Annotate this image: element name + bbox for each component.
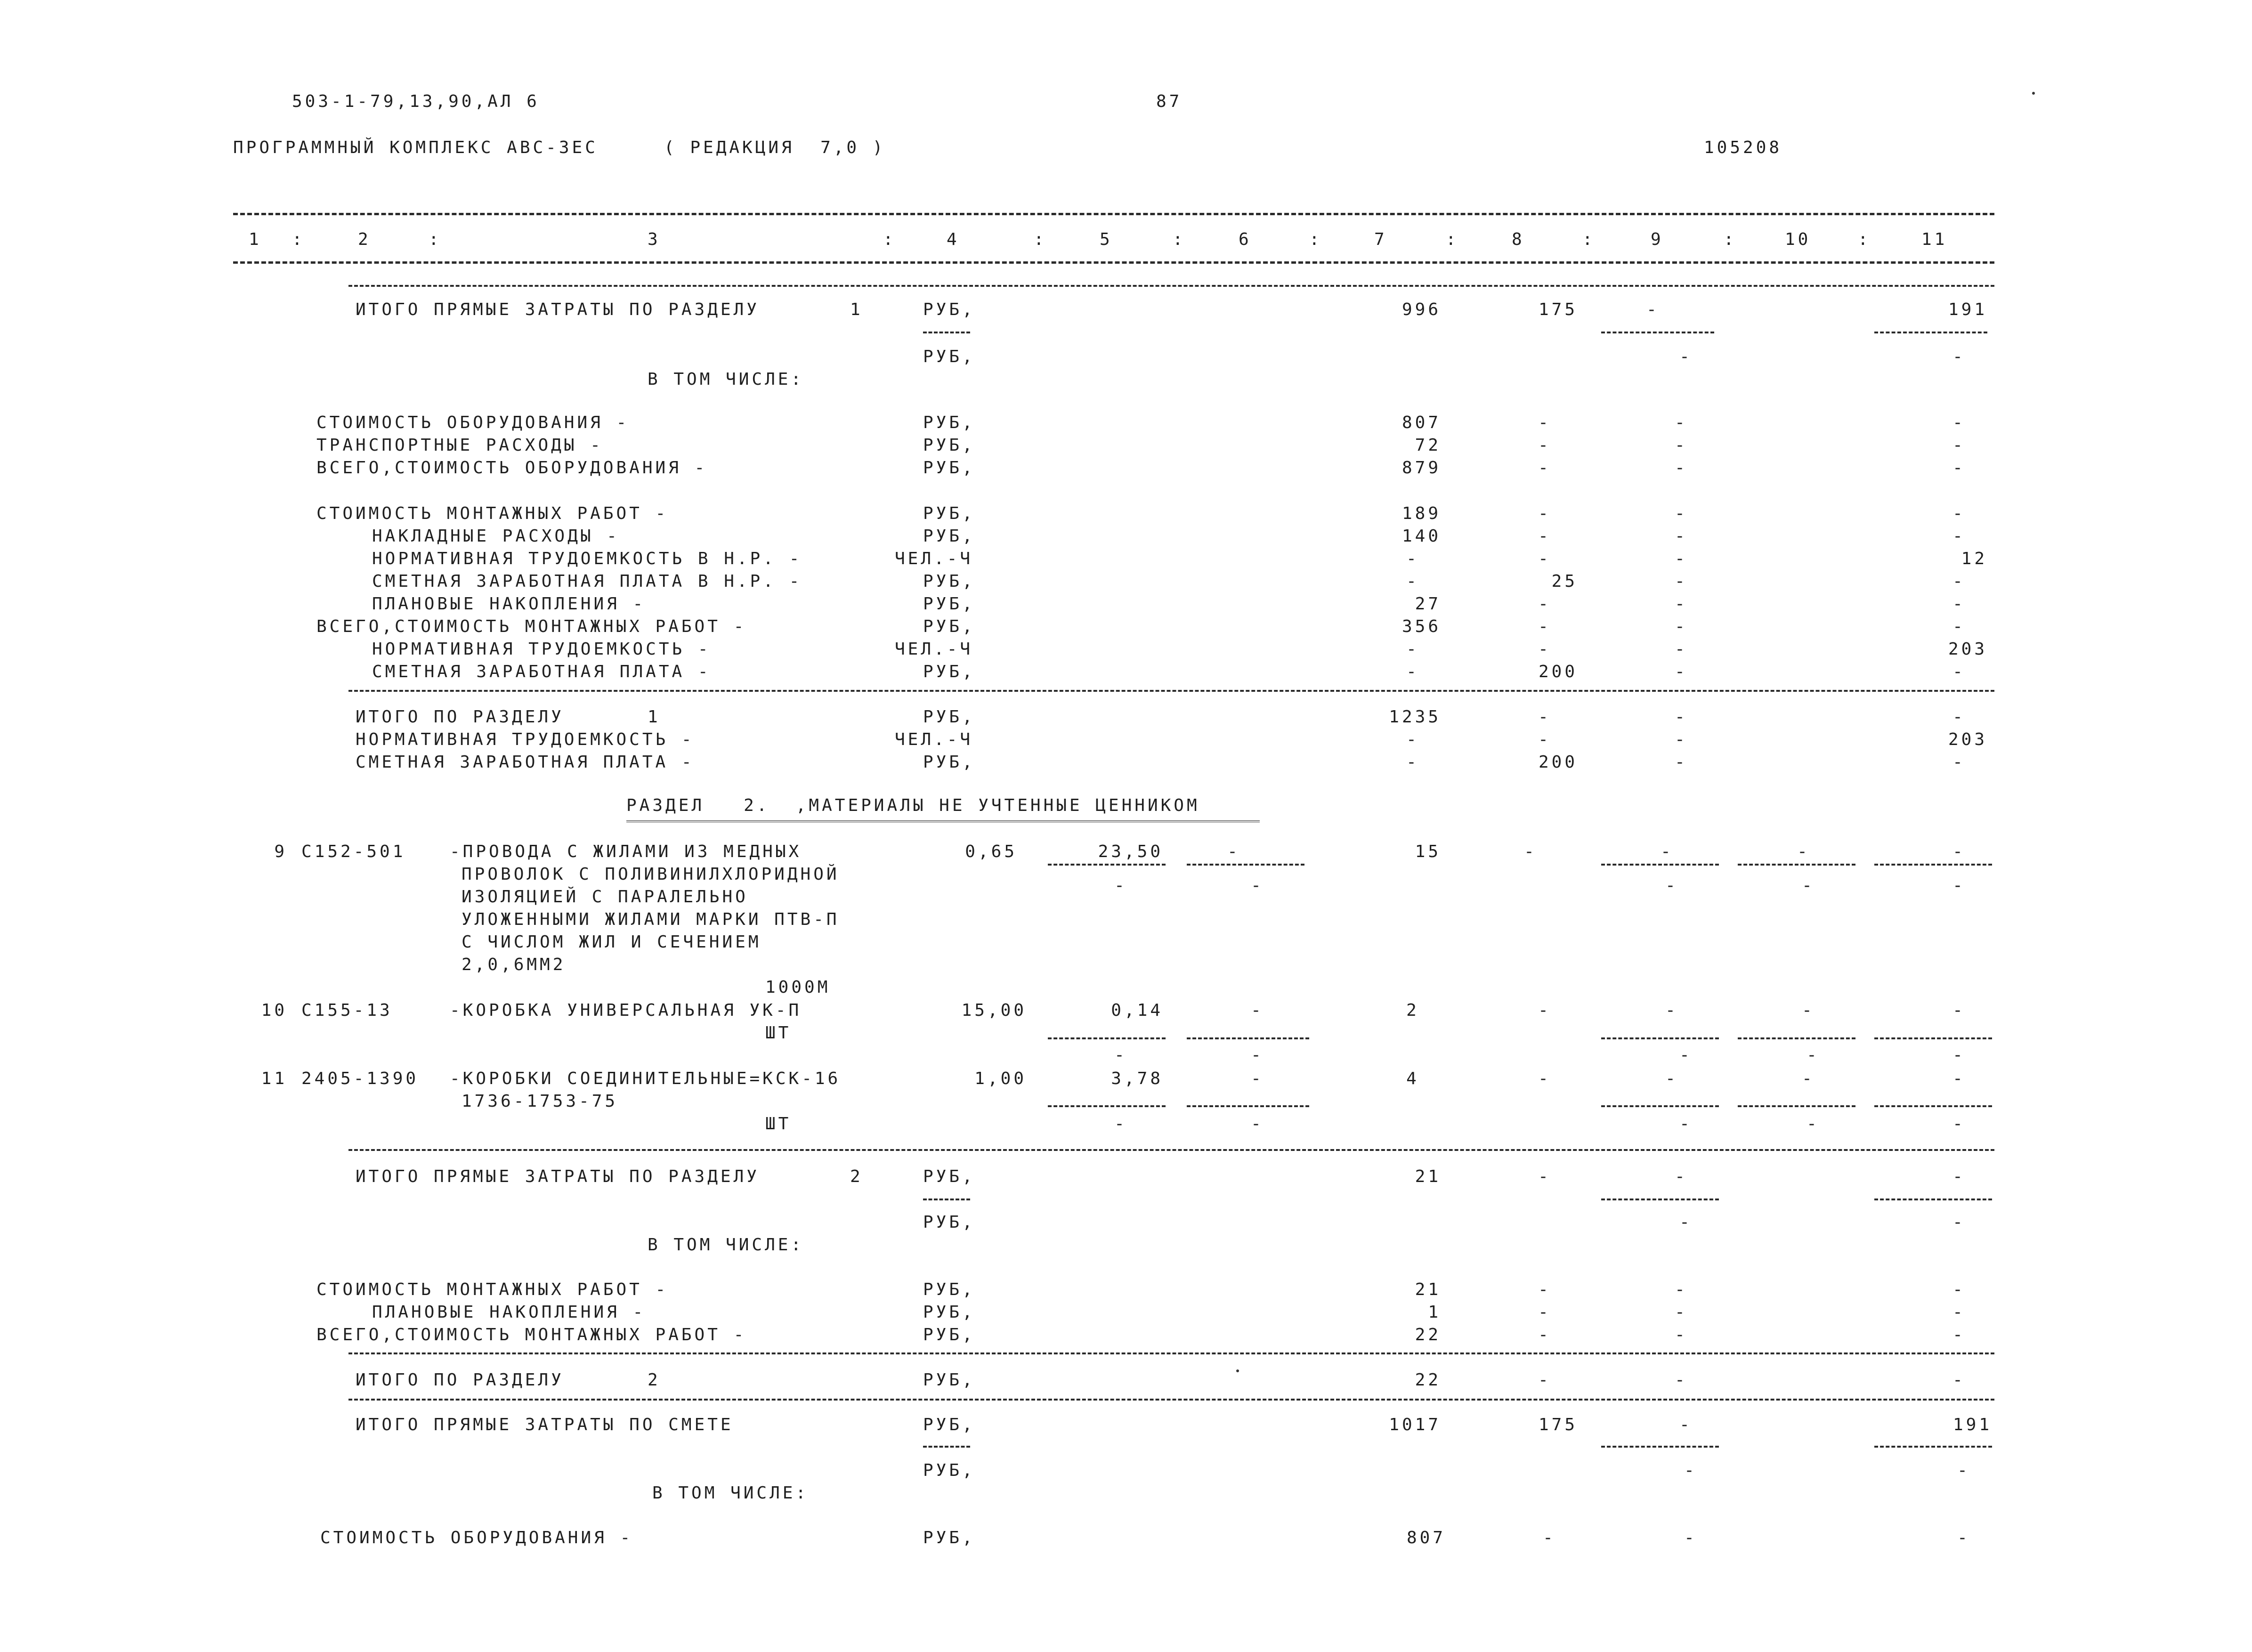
col7-value: 27	[1415, 594, 1441, 614]
col11-value: -	[1952, 876, 1966, 895]
item-desc-line: С ЧИСЛОМ ЖИЛ И СЕЧЕНИЕМ	[462, 932, 761, 952]
unit: РУБ,	[923, 1167, 975, 1186]
rule	[1874, 332, 1987, 333]
col7-value: 1017	[1389, 1415, 1441, 1434]
unit: РУБ,	[923, 1461, 975, 1480]
col8-value: -	[1538, 1069, 1551, 1088]
col-sep: :	[1034, 230, 1047, 249]
col-3: 3	[648, 230, 661, 249]
rule	[923, 332, 970, 333]
col8-value: -	[1538, 1303, 1551, 1322]
col7-value: -	[1406, 662, 1419, 681]
col11-value: -	[1952, 413, 1966, 432]
col7-value: -	[1406, 572, 1419, 591]
row-label: ВСЕГО,СТОИМОСТЬ ОБОРУДОВАНИЯ -	[316, 458, 708, 478]
col-1: 1	[249, 230, 262, 249]
col8-value: -	[1538, 1370, 1551, 1390]
col7-value: 22	[1415, 1325, 1441, 1344]
col7-value: 15	[1415, 842, 1441, 861]
row-label: СТОИМОСТЬ МОНТАЖНЫХ РАБОТ -	[316, 1280, 669, 1299]
col11-value: -	[1952, 1001, 1966, 1020]
unit: ЧЕЛ.-Ч	[895, 549, 973, 568]
col8-value: -	[1538, 640, 1551, 659]
row-label: ВСЕГО,СТОИМОСТЬ МОНТАЖНЫХ РАБОТ -	[316, 1325, 747, 1344]
document-number: 105208	[1704, 138, 1782, 157]
col-sep: :	[1582, 230, 1596, 249]
unit: РУБ,	[923, 458, 975, 478]
col11-value: -	[1952, 1167, 1966, 1186]
col7-value: 1	[1428, 1303, 1441, 1322]
including-heading: В ТОМ ЧИСЛЕ:	[648, 1235, 804, 1255]
col9-value: -	[1675, 640, 1688, 659]
section2-title: РАЗДЕЛ 2. ,МАТЕРИАЛЫ НЕ УЧТЕННЫЕ ЦЕННИКОМ	[626, 796, 1200, 815]
item-desc-line: ИЗОЛЯЦИЕЙ С ПАРАЛЕЛЬНО	[462, 887, 748, 907]
col11-value: -	[1952, 1045, 1966, 1065]
item-number: 10	[261, 1001, 287, 1020]
item-qty: 1,00	[974, 1069, 1027, 1088]
col7-value: 72	[1415, 436, 1441, 455]
col8-value: 175	[1538, 1415, 1578, 1434]
col8-value: -	[1538, 617, 1551, 636]
rule	[1601, 332, 1714, 333]
item-desc-line: -КОРОБКА УНИВЕРСАЛЬНАЯ УК-П	[450, 1001, 802, 1020]
item-code: 2405-1390	[301, 1069, 419, 1088]
unit: РУБ,	[923, 753, 975, 772]
col8-value: -	[1538, 413, 1551, 432]
col11-value: 191	[1948, 300, 1987, 319]
col9-value: -	[1675, 1370, 1688, 1390]
col8-value: -	[1538, 1325, 1551, 1344]
item-desc-line: 2,0,6ММ2	[462, 955, 566, 974]
col7-value: 1235	[1389, 707, 1441, 727]
unit: ЧЕЛ.-Ч	[895, 730, 973, 749]
col9-value: -	[1679, 1045, 1693, 1065]
col11-value: -	[1952, 1325, 1966, 1344]
col6-value: -	[1251, 1114, 1264, 1134]
row-label: СТОИМОСТЬ ОБОРУДОВАНИЯ -	[320, 1528, 633, 1547]
print-speck	[2032, 92, 2035, 95]
section-rule	[348, 1399, 1994, 1401]
row-label: ТРАНСПОРТНЫЕ РАСХОДЫ -	[316, 436, 603, 455]
col9-value: -	[1679, 1415, 1693, 1434]
col11-value: -	[1952, 1114, 1966, 1134]
col7-value: -	[1406, 549, 1419, 568]
section-number: 1	[648, 707, 661, 727]
col11-value: 12	[1961, 549, 1987, 568]
col9-value: -	[1675, 436, 1688, 455]
col11-value: -	[1952, 707, 1966, 727]
program-name: ПРОГРАММНЫЙ КОМПЛЕКС АВС-3ЕС	[233, 138, 598, 157]
col-sep: :	[1858, 230, 1871, 249]
col11-value: -	[1952, 1303, 1966, 1322]
col11-value: -	[1952, 1280, 1966, 1299]
col9-value: -	[1665, 876, 1678, 895]
rule	[923, 1446, 970, 1448]
col7-value: 21	[1415, 1167, 1441, 1186]
item-qty: 0,65	[965, 842, 1017, 861]
col9-value: -	[1675, 617, 1688, 636]
item-number: 9	[274, 842, 287, 861]
unit: РУБ,	[923, 1325, 975, 1344]
col6-value: -	[1227, 842, 1240, 861]
col11-value: -	[1952, 458, 1966, 478]
unit: РУБ,	[923, 572, 975, 591]
col7-value: -	[1406, 640, 1419, 659]
col11-value: -	[1957, 1528, 1970, 1547]
col-sep: :	[1724, 230, 1737, 249]
col8-value: -	[1538, 504, 1551, 523]
item-desc-line: -ПРОВОДА С ЖИЛАМИ ИЗ МЕДНЫХ	[450, 842, 802, 861]
col-sep: :	[1309, 230, 1322, 249]
row-label: СТОИМОСТЬ МОНТАЖНЫХ РАБОТ -	[316, 504, 669, 523]
col9-value: -	[1684, 1528, 1697, 1547]
item-qty: 15,00	[961, 1001, 1027, 1020]
col9-value: -	[1675, 1325, 1688, 1344]
unit: РУБ,	[923, 1280, 975, 1299]
col8-value: 200	[1538, 753, 1578, 772]
col8-value: -	[1524, 842, 1537, 861]
col11-value: -	[1952, 347, 1966, 366]
col9-value: -	[1684, 1461, 1697, 1480]
item-desc-line: 1736-1753-75	[462, 1092, 618, 1111]
item-price2: -	[1114, 876, 1127, 895]
rule	[1874, 1037, 1992, 1039]
col7-value: 879	[1401, 458, 1441, 478]
col7-value: 356	[1401, 617, 1441, 636]
row-label: НОРМАТИВНАЯ ТРУДОЕМКОСТЬ -	[356, 730, 695, 749]
unit: РУБ,	[923, 1303, 975, 1322]
item-unit: ШТ	[765, 1023, 792, 1043]
col8-value: -	[1538, 1280, 1551, 1299]
rule	[1601, 1199, 1719, 1200]
col9-value: -	[1665, 1069, 1678, 1088]
including-heading: В ТОМ ЧИСЛЕ:	[648, 370, 804, 389]
col10-value: -	[1802, 1001, 1815, 1020]
rule	[1601, 1105, 1719, 1107]
col9-value: -	[1675, 1303, 1688, 1322]
unit: РУБ,	[923, 617, 975, 636]
rule	[1738, 1105, 1855, 1107]
row-label: НОРМАТИВНАЯ ТРУДОЕМКОСТЬ -	[372, 640, 711, 659]
col9-value: -	[1675, 730, 1688, 749]
col10-value: -	[1802, 1069, 1815, 1088]
rule	[1738, 864, 1855, 866]
row-label: СМЕТНАЯ ЗАРАБОТНАЯ ПЛАТА В Н.Р. -	[372, 572, 802, 591]
rule	[1601, 864, 1719, 866]
col9-value: -	[1661, 842, 1674, 861]
col-2: 2	[358, 230, 371, 249]
col8-value: -	[1538, 526, 1551, 546]
rule	[923, 1199, 970, 1200]
unit: РУБ,	[923, 347, 975, 366]
col9-value: -	[1675, 1167, 1688, 1186]
rule	[1187, 1105, 1309, 1107]
col9-value: -	[1675, 594, 1688, 614]
col6-value: -	[1251, 876, 1264, 895]
row-label: ИТОГО ПО РАЗДЕЛУ	[356, 1370, 564, 1390]
item-price2: -	[1114, 1114, 1127, 1134]
col11-value: -	[1952, 753, 1966, 772]
col8-value: -	[1543, 1528, 1556, 1547]
col8-value: -	[1538, 730, 1551, 749]
section-rule	[348, 1149, 1994, 1151]
col7-value: 140	[1401, 526, 1441, 546]
col11-value: -	[1952, 1069, 1966, 1088]
col-5: 5	[1100, 230, 1113, 249]
page-number: 87	[1156, 92, 1183, 111]
col9-value: -	[1675, 707, 1688, 727]
col11-value: -	[1952, 1370, 1966, 1390]
col8-value: 25	[1551, 572, 1578, 591]
including-heading: В ТОМ ЧИСЛЕ:	[652, 1483, 809, 1503]
unit: РУБ,	[923, 1415, 975, 1434]
col7-value: 189	[1401, 504, 1441, 523]
col8-value: -	[1538, 1167, 1551, 1186]
col-6: 6	[1239, 230, 1252, 249]
unit: РУБ,	[923, 436, 975, 455]
rule	[1187, 1037, 1309, 1039]
item-code: С152-501	[301, 842, 406, 861]
rule	[1048, 864, 1166, 866]
unit: РУБ,	[923, 662, 975, 681]
rule	[1874, 1446, 1992, 1448]
item-unit: 1000М	[765, 978, 831, 997]
col-sep: :	[1173, 230, 1186, 249]
col8-value: -	[1538, 458, 1551, 478]
col-sep: :	[1446, 230, 1459, 249]
unit: РУБ,	[923, 300, 975, 319]
col-sep: :	[883, 230, 896, 249]
doc-code: 503-1-79,13,90,АЛ 6	[292, 92, 540, 111]
item-price: 23,50	[1098, 842, 1163, 861]
item-price: 3,78	[1111, 1069, 1163, 1088]
section-number: 1	[850, 300, 863, 319]
col-7: 7	[1374, 230, 1387, 249]
col6-value: -	[1251, 1001, 1264, 1020]
col7-value: 2	[1406, 1001, 1419, 1020]
unit: РУБ,	[923, 1370, 975, 1390]
col9-value: -	[1675, 662, 1688, 681]
col8-value: 175	[1538, 300, 1578, 319]
col-11: 11	[1921, 230, 1948, 249]
rule	[1601, 1037, 1719, 1039]
section-number: 2	[648, 1370, 661, 1390]
row-label: ИТОГО ПО РАЗДЕЛУ	[356, 707, 564, 727]
col7-value: 21	[1415, 1280, 1441, 1299]
col7-value: -	[1406, 753, 1419, 772]
col11-value: -	[1952, 526, 1966, 546]
unit: РУБ,	[923, 707, 975, 727]
unit: РУБ,	[923, 594, 975, 614]
col9-value: -	[1675, 549, 1688, 568]
row-label: ИТОГО ПРЯМЫЕ ЗАТРАТЫ ПО СМЕТЕ	[356, 1415, 734, 1434]
row-label: ИТОГО ПРЯМЫЕ ЗАТРАТЫ ПО РАЗДЕЛУ	[356, 300, 760, 319]
col7-value: 22	[1415, 1370, 1441, 1390]
col9-value: -	[1675, 753, 1688, 772]
row-label: СТОИМОСТЬ ОБОРУДОВАНИЯ -	[316, 413, 630, 432]
row-label: ИТОГО ПРЯМЫЕ ЗАТРАТЫ ПО РАЗДЕЛУ	[356, 1167, 760, 1186]
col9-value: -	[1665, 1001, 1678, 1020]
col-10: 10	[1785, 230, 1811, 249]
program-edition: ( РЕДАКЦИЯ 7,0 )	[664, 138, 886, 157]
col9-value: -	[1675, 1280, 1688, 1299]
col9-value: -	[1646, 300, 1660, 319]
col-8: 8	[1512, 230, 1525, 249]
col8-value: -	[1538, 594, 1551, 614]
col11-value: -	[1952, 572, 1966, 591]
col11-value: -	[1952, 617, 1966, 636]
section-rule	[348, 690, 1994, 692]
item-desc-line: УЛОЖЕННЫМИ ЖИЛАМИ МАРКИ ПТВ-П	[462, 910, 840, 929]
rule	[1601, 1446, 1719, 1448]
section-number: 2	[850, 1167, 863, 1186]
col11-value: 191	[1952, 1415, 1992, 1434]
item-price: 0,14	[1111, 1001, 1163, 1020]
col7-value: -	[1406, 730, 1419, 749]
row-label: ПЛАНОВЫЕ НАКОПЛЕНИЯ -	[372, 1303, 646, 1322]
title-underline	[626, 820, 1260, 824]
item-code: С155-13	[301, 1001, 393, 1020]
col9-value: -	[1675, 572, 1688, 591]
header-rule-top	[233, 213, 1994, 215]
unit: ЧЕЛ.-Ч	[895, 640, 973, 659]
row-label: НОРМАТИВНАЯ ТРУДОЕМКОСТЬ В Н.Р. -	[372, 549, 802, 568]
unit: РУБ,	[923, 526, 975, 546]
col9-value: -	[1675, 504, 1688, 523]
section-rule	[348, 1352, 1994, 1354]
col11-value: -	[1952, 436, 1966, 455]
col8-value: 200	[1538, 662, 1578, 681]
col-4: 4	[947, 230, 960, 249]
col11-value: -	[1952, 1213, 1966, 1232]
col11-value: 203	[1948, 640, 1987, 659]
col8-value: -	[1538, 1001, 1551, 1020]
col6-value: -	[1251, 1045, 1264, 1065]
rule	[1187, 864, 1304, 866]
item-price2: -	[1114, 1045, 1127, 1065]
row-label: ВСЕГО,СТОИМОСТЬ МОНТАЖНЫХ РАБОТ -	[316, 617, 747, 636]
rule	[1874, 1105, 1992, 1107]
col10-value: -	[1797, 842, 1810, 861]
col10-value: -	[1806, 1045, 1820, 1065]
col6-value: -	[1251, 1069, 1264, 1088]
col11-value: -	[1957, 1461, 1970, 1480]
col-9: 9	[1651, 230, 1664, 249]
rule	[1048, 1037, 1166, 1039]
col7-value: 996	[1401, 300, 1441, 319]
col-sep: :	[429, 230, 442, 249]
col9-value: -	[1675, 526, 1688, 546]
header-rule-bottom	[233, 261, 1994, 264]
item-desc-line: ПРОВОЛОК С ПОЛИВИНИЛХЛОРИДНОЙ	[462, 865, 840, 884]
col11-value: -	[1952, 662, 1966, 681]
print-speck	[1236, 1369, 1239, 1372]
rule	[1874, 1199, 1992, 1200]
col9-value: -	[1679, 1213, 1693, 1232]
rule	[1874, 864, 1992, 866]
unit: РУБ,	[923, 1213, 975, 1232]
item-desc-line: -КОРОБКИ СОЕДИНИТЕЛЬНЫЕ=КСК-16	[450, 1069, 841, 1088]
unit: РУБ,	[923, 1528, 975, 1547]
rule	[1738, 1037, 1855, 1039]
item-number: 11	[261, 1069, 287, 1088]
rule	[1048, 1105, 1166, 1107]
col10-value: -	[1806, 1114, 1820, 1134]
col9-value: -	[1675, 413, 1688, 432]
row-label: СМЕТНАЯ ЗАРАБОТНАЯ ПЛАТА -	[356, 753, 695, 772]
col8-value: -	[1538, 707, 1551, 727]
col-sep: :	[292, 230, 305, 249]
col11-value: 203	[1948, 730, 1987, 749]
col7-value: 807	[1401, 413, 1441, 432]
section-rule	[348, 285, 1994, 287]
col8-value: -	[1538, 436, 1551, 455]
item-unit: ШТ	[765, 1114, 792, 1134]
col8-value: -	[1538, 549, 1551, 568]
col11-value: -	[1952, 504, 1966, 523]
col7-value: 807	[1406, 1528, 1446, 1547]
col9-value: -	[1679, 1114, 1693, 1134]
col7-value: 4	[1406, 1069, 1419, 1088]
row-label: СМЕТНАЯ ЗАРАБОТНАЯ ПЛАТА -	[372, 662, 711, 681]
row-label: ПЛАНОВЫЕ НАКОПЛЕНИЯ -	[372, 594, 646, 614]
col9-value: -	[1675, 458, 1688, 478]
col11-value: -	[1952, 842, 1966, 861]
unit: РУБ,	[923, 504, 975, 523]
col11-value: -	[1952, 594, 1966, 614]
col9-value: -	[1679, 347, 1693, 366]
unit: РУБ,	[923, 413, 975, 432]
col10-value: -	[1802, 876, 1815, 895]
row-label: НАКЛАДНЫЕ РАСХОДЫ -	[372, 526, 620, 546]
